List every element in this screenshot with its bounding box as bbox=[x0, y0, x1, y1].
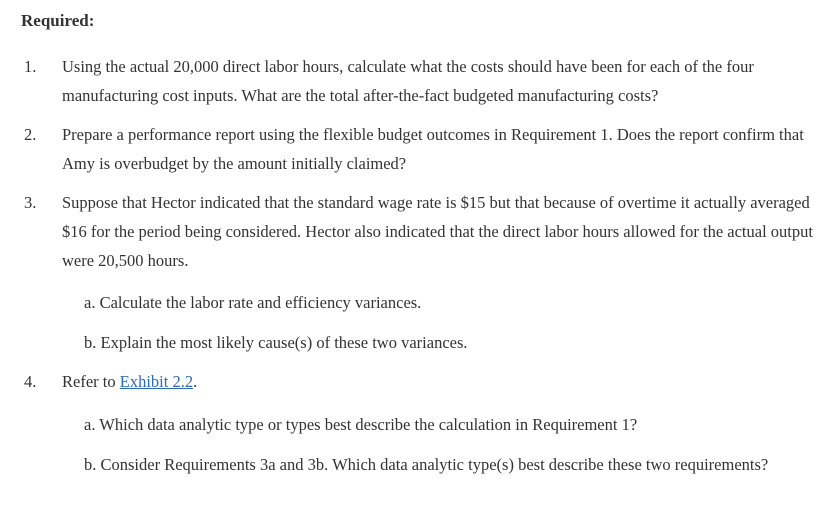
required-heading: Required: bbox=[21, 11, 95, 30]
requirement-4-text-before: Refer to bbox=[62, 372, 120, 391]
requirement-1-number: 1. bbox=[24, 57, 37, 76]
requirement-3-number: 3. bbox=[24, 193, 37, 212]
requirement-4b-text: Consider Requirements 3a and 3b. Which data analytic type(s) best describe these two requirements? bbox=[100, 455, 769, 474]
requirement-3 bbox=[24, 188, 822, 275]
requirement-4b bbox=[84, 450, 802, 479]
requirement-2 bbox=[24, 120, 822, 178]
requirement-3b-number: b. bbox=[84, 333, 97, 352]
requirement-3b-text: Explain the most likely cause(s) of these two variances. bbox=[100, 333, 468, 352]
requirement-4 bbox=[24, 367, 822, 396]
requirement-2-text: Prepare a performance report using the flexible budget outcomes in Requirement 1. Does the report confirm that Amy is overbudget by the amount initially claimed? bbox=[62, 125, 804, 173]
requirement-3a-text: Calculate the labor rate and efficiency variances. bbox=[99, 293, 422, 312]
requirement-4a bbox=[84, 410, 802, 439]
requirement-1-text: Using the actual 20,000 direct labor hours, calculate what the costs should have been for each of the four manufacturing cost inputs. What are the total after-the-fact budgeted manufacturing costs? bbox=[62, 57, 754, 105]
requirement-4b-number: b. bbox=[84, 455, 97, 474]
requirement-3b bbox=[84, 328, 802, 357]
requirement-2-number: 2. bbox=[24, 125, 37, 144]
requirement-1 bbox=[24, 52, 822, 110]
requirement-4-number: 4. bbox=[24, 372, 37, 391]
exhibit-link[interactable]: Exhibit 2.2 bbox=[119, 372, 194, 391]
requirement-4a-number: a. bbox=[84, 415, 96, 434]
requirement-4a-text: Which data analytic type or types best describe the calculation in Requirement 1? bbox=[99, 415, 638, 434]
requirement-3a-number: a. bbox=[84, 293, 96, 312]
requirement-3a bbox=[84, 288, 802, 317]
requirement-4-text-after: . bbox=[193, 372, 198, 391]
requirement-3-text: Suppose that Hector indicated that the standard wage rate is $15 but that because of overtime it actually averaged $16 for the period being considered. Hector also indicated that the direct labor hours allowed for the actual output were 20,500 hours. bbox=[62, 193, 813, 270]
